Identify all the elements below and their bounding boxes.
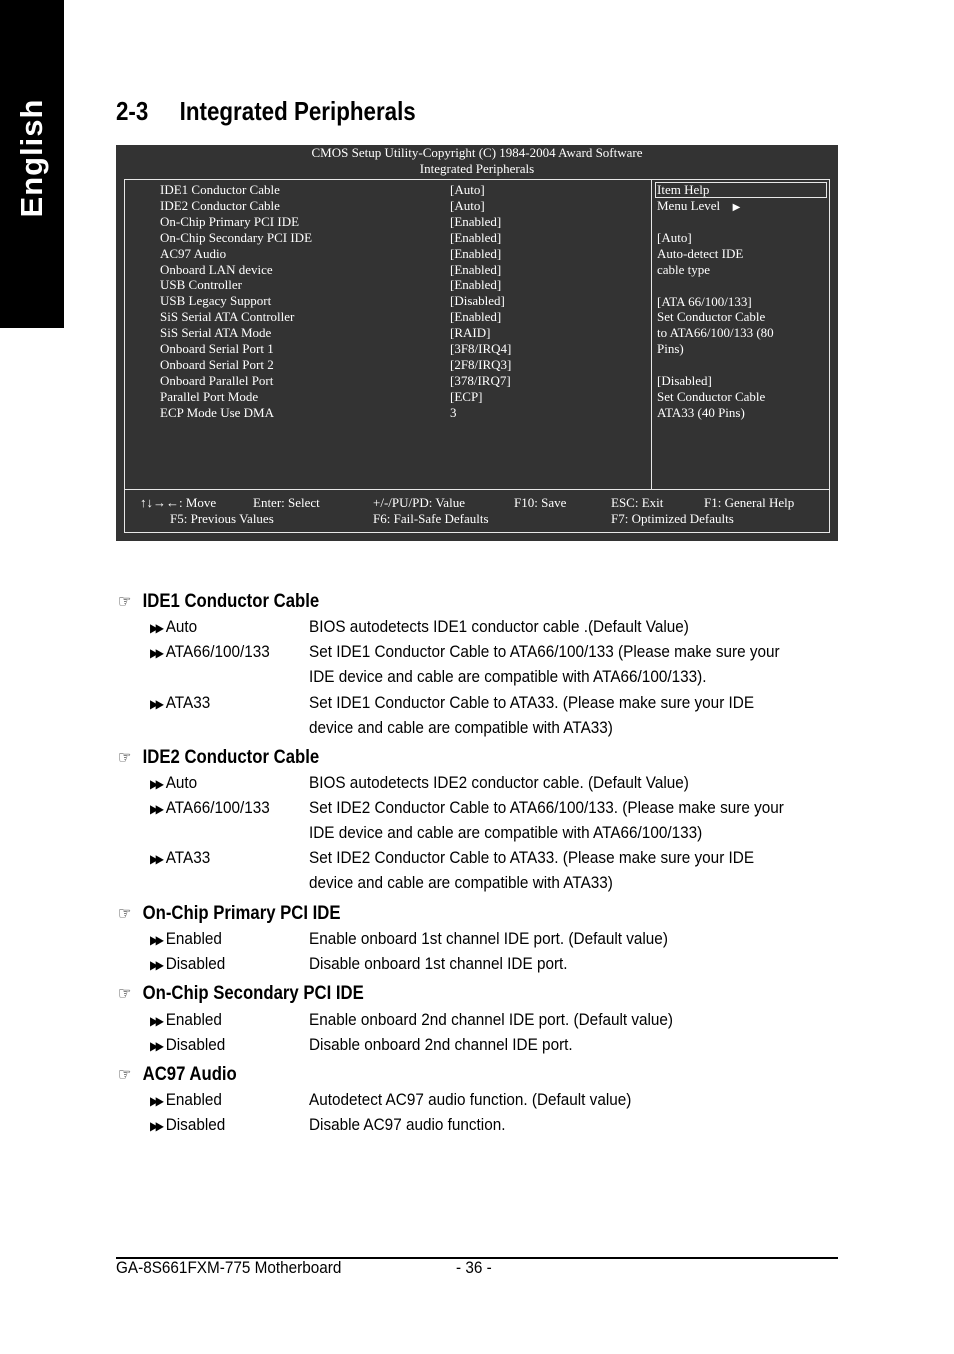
bios-item-value: [Enabled]	[450, 229, 502, 245]
setting-heading-text: On-Chip Secondary PCI IDE	[142, 983, 364, 1004]
option-name: Disabled	[165, 1035, 226, 1054]
bios-item-value: [2F8/IRQ3]	[450, 356, 512, 372]
footer-f6: F6: Fail-Safe Defaults	[373, 511, 489, 526]
bios-item-label: Onboard Parallel Port	[160, 372, 274, 388]
option-name: Enabled	[165, 1010, 222, 1029]
option-name: ATA33	[165, 693, 211, 712]
option-description: device and cable are compatible with ATA33)	[309, 718, 613, 737]
double-arrow-icon: ▶▶	[150, 777, 162, 791]
setting-heading	[118, 983, 364, 1005]
menu-level-label: Menu Level	[657, 198, 721, 213]
pointing-hand-icon: ☞	[118, 748, 132, 767]
bios-item-label: USB Legacy Support	[160, 293, 272, 309]
bios-item-label: SiS Serial ATA Mode	[160, 325, 272, 341]
bios-menu-title: Integrated Peripherals	[419, 161, 535, 176]
setting-heading	[118, 903, 341, 925]
bios-item-label: Onboard LAN device	[160, 261, 273, 277]
option-description: Autodetect AC97 audio function. (Default value)	[309, 1090, 632, 1109]
option-description: Set IDE1 Conductor Cable to ATA33. (Please make sure your IDE	[309, 693, 755, 712]
bios-item-value: [Enabled]	[450, 261, 502, 277]
option-name: Disabled	[165, 1115, 226, 1134]
menu-level-row	[657, 198, 740, 216]
double-arrow-icon: ▶▶	[150, 933, 162, 947]
double-arrow-icon: ▶▶	[150, 646, 162, 660]
footer-f1: F1: General Help	[704, 495, 795, 510]
bios-screenshot	[116, 145, 838, 541]
pointing-hand-icon: ☞	[118, 1065, 132, 1084]
option-name: Enabled	[165, 929, 222, 948]
bios-item-value: [Auto]	[450, 182, 485, 197]
pointing-hand-icon: ☞	[118, 904, 132, 923]
footer-enter: Enter: Select	[253, 495, 320, 510]
bios-item-value: [Enabled]	[450, 213, 502, 229]
bios-item-label: On-Chip Primary PCI IDE	[160, 213, 300, 229]
double-arrow-icon: ▶▶	[150, 852, 162, 866]
bios-item-value: [Enabled]	[450, 245, 502, 261]
option-name-row	[150, 642, 270, 662]
item-help-line: [ATA 66/100/133]	[657, 293, 752, 309]
bios-item-value: [3F8/IRQ4]	[450, 341, 512, 356]
setting-heading-text: On-Chip Primary PCI IDE	[142, 903, 341, 924]
item-help-line: Pins)	[657, 341, 684, 357]
double-arrow-icon: ▶▶	[150, 802, 162, 816]
pointing-hand-icon: ☞	[118, 984, 132, 1003]
section-title-text: Integrated Peripherals	[179, 96, 416, 126]
option-name-row	[150, 1090, 222, 1110]
option-name: ATA66/100/133	[165, 642, 270, 661]
option-name-row	[150, 929, 222, 949]
setting-heading	[118, 747, 319, 769]
footer-f5: F5: Previous Values	[170, 511, 274, 526]
option-name-row	[150, 848, 210, 868]
bios-item-value: [Disabled]	[450, 293, 505, 309]
double-arrow-icon: ▶▶	[150, 1094, 162, 1108]
double-arrow-icon: ▶▶	[150, 1039, 162, 1053]
option-name-row	[150, 1115, 225, 1135]
footer-f10: F10: Save	[514, 495, 567, 510]
option-description: Set IDE1 Conductor Cable to ATA66/100/133 (Please make sure your	[309, 642, 780, 661]
footer-f7: F7: Optimized Defaults	[611, 511, 734, 526]
bios-item-label: IDE1 Conductor Cable	[160, 182, 280, 197]
bios-item-label: USB Controller	[160, 277, 242, 293]
menu-level-arrow-icon: ▶	[730, 202, 741, 213]
option-description: Set IDE2 Conductor Cable to ATA66/100/133. (Please make sure your	[309, 798, 784, 817]
item-help-line: Set Conductor Cable	[657, 309, 766, 325]
setting-heading-text: IDE2 Conductor Cable	[142, 747, 320, 768]
language-side-tab	[0, 0, 64, 328]
bios-column-divider	[651, 180, 652, 489]
option-description: Disable onboard 2nd channel IDE port.	[309, 1035, 573, 1054]
option-name-row	[150, 773, 197, 793]
option-description: IDE device and cable are compatible with ATA66/100/133)	[309, 823, 703, 842]
bios-copyright-header: CMOS Setup Utility-Copyright (C) 1984-2004 Award Software	[311, 145, 643, 160]
option-description: Disable onboard 1st channel IDE port.	[309, 954, 568, 973]
option-description: device and cable are compatible with ATA33)	[309, 873, 613, 892]
bios-item-label: On-Chip Secondary PCI IDE	[160, 229, 313, 245]
footer-move: ↑↓→←: Move	[140, 495, 217, 510]
bios-item-label: IDE2 Conductor Cable	[160, 197, 280, 213]
option-name: ATA66/100/133	[165, 798, 270, 817]
bios-item-label: Onboard Serial Port 2	[160, 356, 274, 372]
option-name: Disabled	[165, 954, 226, 973]
option-name: Auto	[165, 617, 198, 636]
option-name: ATA33	[165, 848, 211, 867]
option-description: Set IDE2 Conductor Cable to ATA33. (Please make sure your IDE	[309, 848, 755, 867]
bios-item-value: [Enabled]	[450, 277, 502, 293]
item-help-line: ATA33 (40 Pins)	[657, 404, 745, 420]
option-name-row	[150, 617, 197, 637]
bios-item-label: ECP Mode Use DMA	[160, 404, 274, 420]
setting-heading-text: IDE1 Conductor Cable	[142, 591, 320, 612]
option-description: BIOS autodetects IDE1 conductor cable .(Default Value)	[309, 617, 689, 636]
footer-value: +/-/PU/PD: Value	[373, 495, 465, 510]
option-name-row	[150, 693, 210, 713]
double-arrow-icon: ▶▶	[150, 697, 162, 711]
setting-heading	[118, 1064, 237, 1086]
language-label: English	[14, 98, 49, 218]
bios-item-value: [Enabled]	[450, 309, 502, 325]
footer-page-number: - 36 -	[456, 1258, 492, 1277]
option-name: Auto	[165, 773, 198, 792]
option-description: Enable onboard 1st channel IDE port. (Default value)	[309, 929, 668, 948]
bios-item-label: Parallel Port Mode	[160, 388, 259, 404]
bios-item-label: SiS Serial ATA Controller	[160, 309, 295, 325]
option-name-row	[150, 798, 270, 818]
item-help-line: Set Conductor Cable	[657, 388, 766, 404]
double-arrow-icon: ▶▶	[150, 1014, 162, 1028]
item-help-line: Auto-detect IDE	[657, 245, 744, 261]
double-arrow-icon: ▶▶	[150, 1119, 162, 1133]
option-description: BIOS autodetects IDE2 conductor cable. (Default Value)	[309, 773, 689, 792]
option-name-row	[150, 1035, 225, 1055]
option-name-row	[150, 954, 225, 974]
option-name: Enabled	[165, 1090, 222, 1109]
bios-item-value: [Auto]	[450, 197, 485, 213]
bios-main-frame	[124, 179, 830, 490]
item-help-title: Item Help	[657, 182, 710, 197]
bios-item-label: AC97 Audio	[160, 245, 227, 261]
bios-item-label: Onboard Serial Port 1	[160, 341, 274, 356]
bios-item-value: [RAID]	[450, 325, 491, 341]
page-title	[116, 96, 416, 127]
footer-esc: ESC: Exit	[611, 495, 664, 510]
bios-item-value: [378/IRQ7]	[450, 372, 511, 388]
option-description: Disable AC97 audio function.	[309, 1115, 506, 1134]
footer-model: GA-8S661FXM-775 Motherboard	[116, 1258, 342, 1277]
option-name-row	[150, 1010, 222, 1030]
double-arrow-icon: ▶▶	[150, 958, 162, 972]
option-description: Enable onboard 2nd channel IDE port. (Default value)	[309, 1010, 674, 1029]
bios-item-value: [ECP]	[450, 388, 483, 404]
item-help-line: to ATA66/100/133 (80	[657, 325, 774, 341]
pointing-hand-icon: ☞	[118, 592, 132, 611]
item-help-line: [Auto]	[657, 229, 692, 245]
setting-heading-text: AC97 Audio	[142, 1064, 237, 1085]
item-help-line: cable type	[657, 261, 711, 277]
setting-heading	[118, 591, 319, 613]
section-number: 2-3	[116, 96, 149, 126]
double-arrow-icon: ▶▶	[150, 621, 162, 635]
item-help-line: [Disabled]	[657, 373, 712, 388]
option-description: IDE device and cable are compatible with ATA66/100/133).	[309, 667, 707, 686]
bios-item-value: 3	[450, 404, 457, 420]
